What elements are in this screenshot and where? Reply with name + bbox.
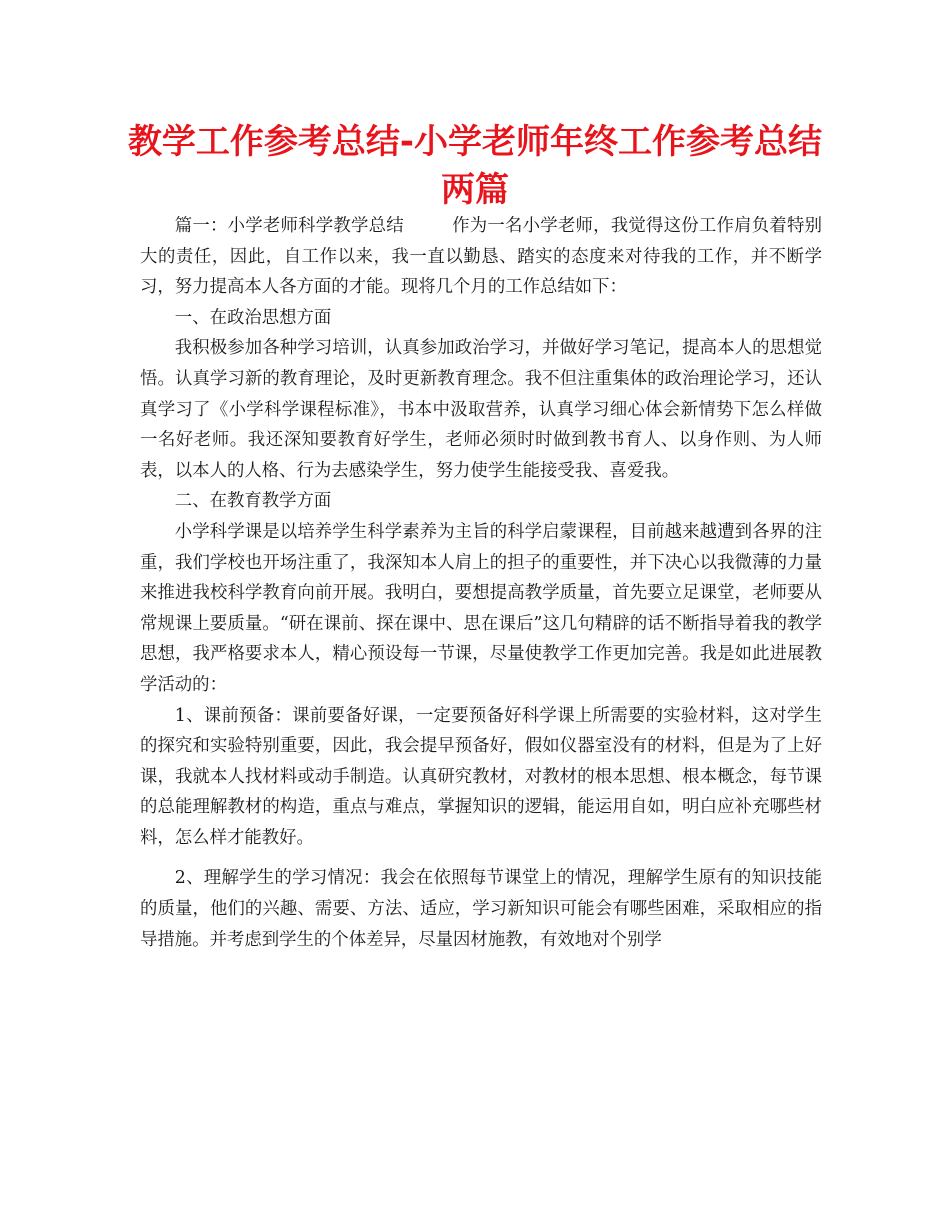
document-body: [140, 211, 822, 955]
paragraph-politics: 我积极参加各种学习培训，认真参加政治学习，并做好学习笔记，提高本人的思想觉悟。认真学习新的教育理论，及时更新教育理念。我不但注重集体的政治理论学习，还认真学习了《小学科学课程标准》，书本中汲取营养，认真学习细心体会新情势下怎么样做一名好老师。我还深知要教育好学生，老师必须时时做到教书育人、以身作则、为人师表，以本人的人格、行为去感染学生，努力使学生能接受我、喜爱我。: [140, 338, 822, 481]
paragraph-preparation: 1、课前预备：课前要备好课，一定要预备好科学课上所需要的实验材料，这对学生的探究和实验特别重要，因此，我会提早预备好，假如仪器室没有的材料，但是为了上好课，我就本人找材料或动手制造。认真研究教材，对教材的根本思想、根本概念，每节课的总能理解教材的构造，重点与难点，掌握知识的逻辑，能运用自如，明白应补充哪些材料，怎么样才能教好。: [140, 705, 822, 848]
intro-heading: 篇一：小学老师科学教学总结: [174, 216, 404, 236]
section-heading-politics: 一、在政治思想方面: [174, 307, 332, 328]
section-heading-teaching: 二、在教育教学方面: [174, 491, 332, 512]
intro-paragraph: [140, 211, 822, 303]
intro-text: 作为一名小学老师，我觉得这份工作肩负着特别大的责任，因此，自工作以来，我一直以勤恳、踏实的态度来对待我的工作，并不断学习，努力提高本人各方面的才能。现将几个月的工作总结如下：: [140, 216, 822, 298]
paragraph-teaching: 小学科学课是以培养学生科学素养为主旨的科学启蒙课程，目前越来越遭到各界的注重，我们学校也开场注重了，我深知本人肩上的担子的重要性，并下决心以我微薄的力量来推进我校科学教育向前开展。我明白，要想提高教学质量，首先要立足课堂，老师要从常规课上要质量。“研在课前、探在课中、思在课后”这几句精辟的话不断指导着我的教学思想，我严格要求本人，精心预设每一节课，尽量使教学工作更加完善。我是如此进展教学活动的：: [140, 521, 822, 695]
document-title: 教学工作参考总结-小学老师年终工作参考总结两篇: [127, 122, 823, 210]
paragraph-students: 2、理解学生的学习情况：我会在依照每节课堂上的情况，理解学生原有的知识技能的质量，他们的兴趣、需要、方法、适应，学习新知识可能会有哪些困难，采取相应的指导措施。并考虑到学生的个体差异，尽量因材施教，有效地对个别学: [140, 868, 822, 950]
